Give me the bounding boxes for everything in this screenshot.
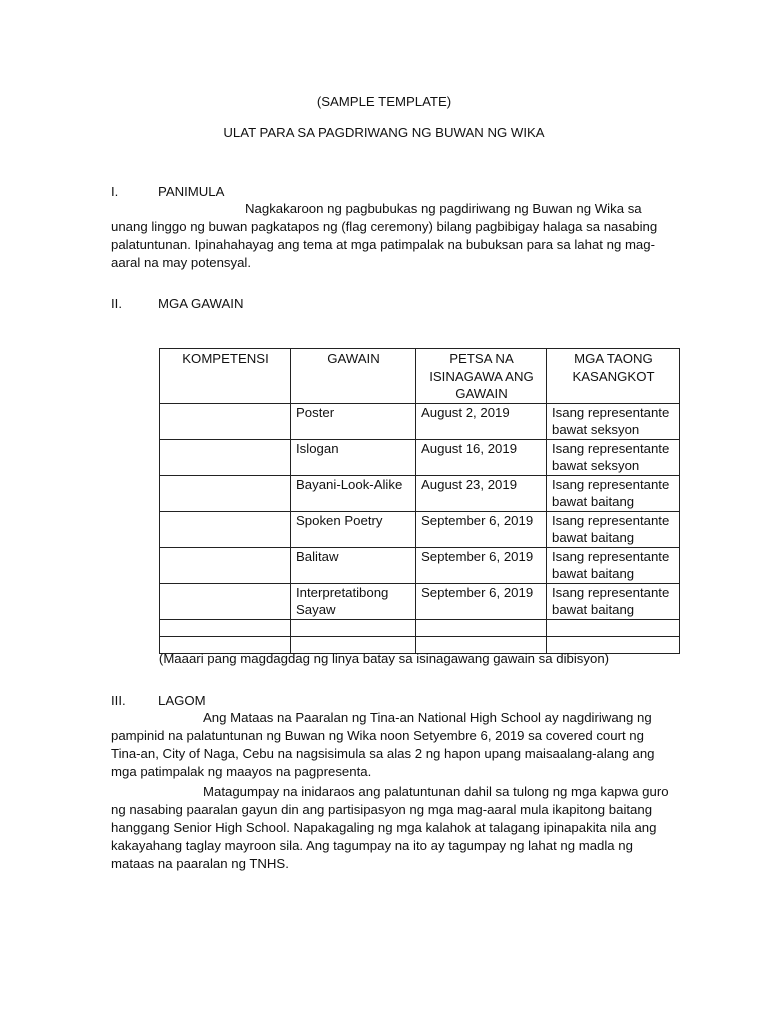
panimula-paragraph: Nagkakaroon ng pagbubukas ng pagdiriwang ng Buwan ng Wika sa unang linggo ng buwan pagkatapos ng (flag ceremony) bilang pagbibigay halaga sa nasabing palatuntunan. Ipinahahayag ang tema at mga patimpalak na bubuksan para sa lahat ng mag-aaral na may potensyal.	[111, 201, 658, 270]
table-cell: September 6, 2019	[416, 547, 547, 583]
section-number: III.	[111, 693, 126, 708]
table-cell: August 2, 2019	[416, 403, 547, 439]
table-row	[160, 583, 680, 619]
table-cell: August 23, 2019	[416, 475, 547, 511]
table-cell	[160, 475, 291, 511]
table-cell: Isang representante bawat seksyon	[547, 403, 680, 439]
table-cell: Islogan	[291, 439, 416, 475]
table-cell	[416, 619, 547, 636]
section-number: II.	[111, 296, 122, 311]
lagom-paragraph-1: Ang Mataas na Paaralan ng Tina-an National High School ay nagdiriwang ng pampinid na palatuntunan ng Buwan ng Wika noon Setyembre 6, 2019 sa covered court ng Tina-an, City of Naga, Cebu na nagsisimula sa alas 2 ng hapon upang maisaalang-alang ang mga patimpalak ng maayos na pagpresenta.	[111, 710, 655, 779]
table-cell: Balitaw	[291, 547, 416, 583]
table-row	[160, 511, 680, 547]
table-row	[160, 547, 680, 583]
section-title: MGA GAWAIN	[158, 296, 244, 311]
table-cell: Spoken Poetry	[291, 511, 416, 547]
lagom-paragraph-2: Matagumpay na inidaraos ang palatuntunan dahil sa tulong ng mga kapwa guro ng nasabing paaralan gayun din ang partisipasyon ng mga mag-aaral mula ikapitong baitang hanggang Senior High School. Napakagaling ng mga kalahok at talagang ipinapakita nila ang kakayahang taglay mayroon sila. Ang tagumpay na ito ay tagumpay ng lahat ng madla ng mataas na paaralan ng TNHS.	[111, 784, 669, 871]
table-cell	[291, 619, 416, 636]
table-cell	[160, 403, 291, 439]
column-header-kompetensi: KOMPETENSI	[160, 349, 291, 404]
table-header-row	[160, 349, 680, 404]
sample-template-label: (SAMPLE TEMPLATE)	[316, 94, 452, 109]
table-cell	[160, 511, 291, 547]
table-cell: September 6, 2019	[416, 511, 547, 547]
activities-table	[159, 348, 680, 654]
section-panimula-heading	[111, 183, 224, 201]
section-title: LAGOM	[158, 693, 206, 708]
column-header-petsa: PETSA NA ISINAGAWA ANG GAWAIN	[416, 349, 547, 404]
table-cell	[160, 619, 291, 636]
table-cell: Isang representante bawat baitang	[547, 583, 680, 619]
table-cell: Isang representante bawat baitang	[547, 511, 680, 547]
table-cell	[160, 583, 291, 619]
table-cell	[547, 619, 680, 636]
table-row	[160, 403, 680, 439]
table-cell	[160, 439, 291, 475]
table-cell: August 16, 2019	[416, 439, 547, 475]
report-title: ULAT PARA SA PAGDRIWANG NG BUWAN NG WIKA	[223, 125, 545, 140]
table-cell: Bayani-Look-Alike	[291, 475, 416, 511]
section-lagom-heading	[111, 692, 206, 710]
table-note: (Maaari pang magdagdag ng linya batay sa isinagawang gawain sa dibisyon)	[158, 651, 610, 666]
section-title: PANIMULA	[158, 184, 225, 199]
table-row-empty	[160, 619, 680, 636]
table-cell: Isang representante bawat baitang	[547, 547, 680, 583]
table-cell: Isang representante bawat baitang	[547, 475, 680, 511]
column-header-gawain: GAWAIN	[291, 349, 416, 404]
section-mga-gawain-heading	[111, 295, 243, 313]
activities-table-wrapper	[159, 348, 680, 654]
table-row	[160, 439, 680, 475]
table-cell: Isang representante bawat seksyon	[547, 439, 680, 475]
column-header-taong-kasangkot: MGA TAONG KASANGKOT	[547, 349, 680, 404]
table-row	[160, 475, 680, 511]
section-number: I.	[111, 184, 119, 199]
table-cell: Interpretatibong Sayaw	[291, 583, 416, 619]
table-cell: September 6, 2019	[416, 583, 547, 619]
table-cell	[160, 547, 291, 583]
table-cell: Poster	[291, 403, 416, 439]
